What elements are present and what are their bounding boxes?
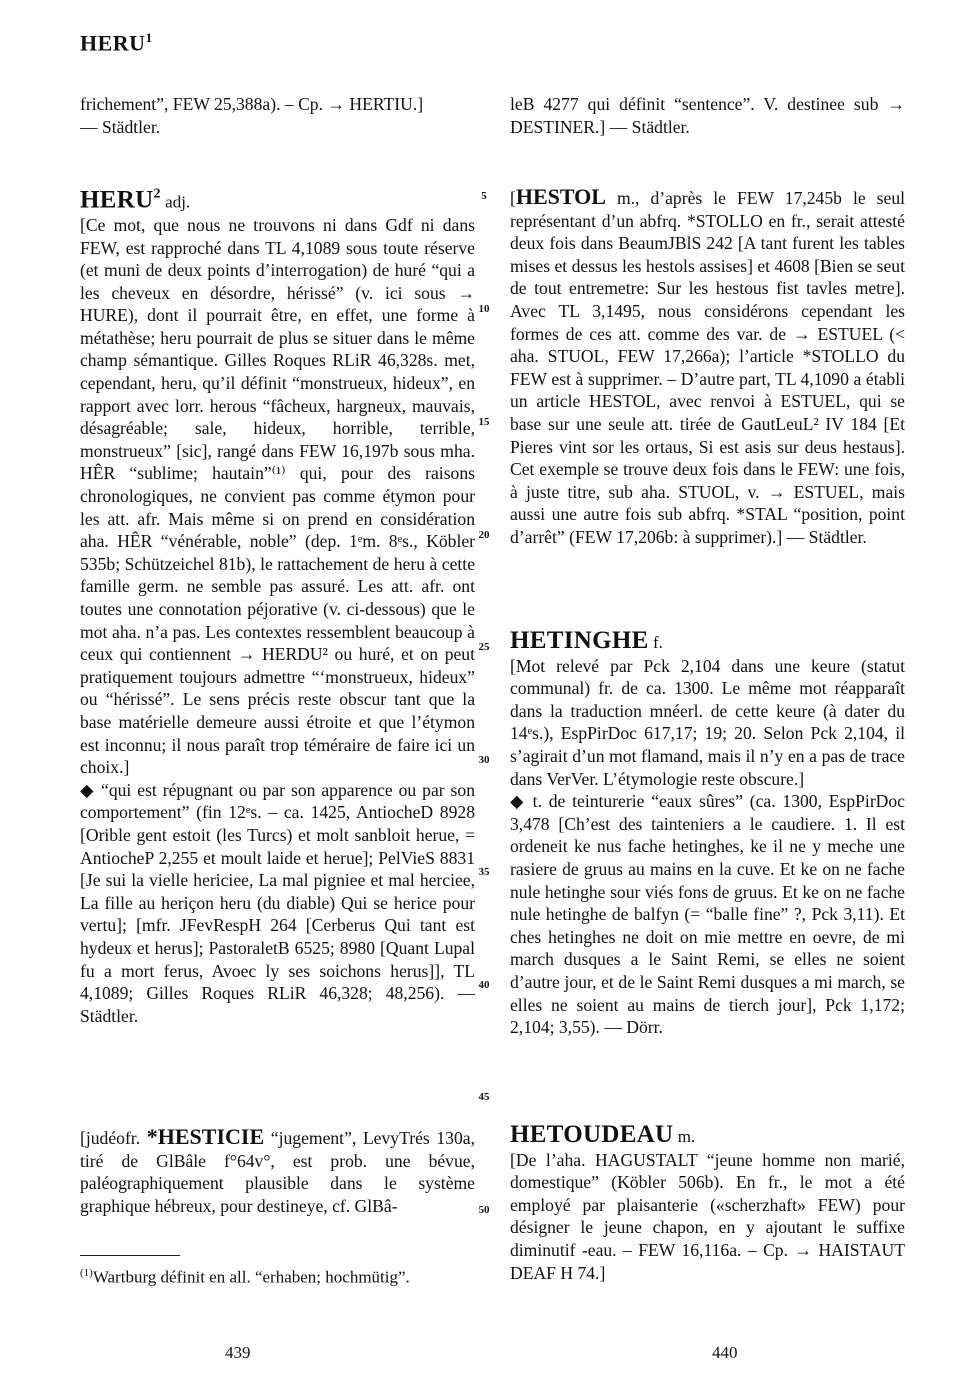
entry-hetinghe — [510, 627, 905, 1039]
line-number: 35 — [478, 866, 490, 878]
entry-hetinghe-head — [510, 627, 905, 655]
entry-heru2 — [80, 184, 475, 1027]
entry-hesticie-text — [80, 1126, 475, 1217]
page-number-left: 439 — [225, 1343, 251, 1362]
footnote-text: Wartburg définit en all. “erhaben; hochmütig”. — [92, 1267, 410, 1287]
left-continuation-a: frichement”, FEW 25,388a). – Cp. → HERTIU.] — [80, 94, 424, 114]
entry-hestol-text — [510, 186, 905, 549]
entry-hesticie — [80, 1126, 475, 1217]
footnote-rule — [80, 1255, 180, 1256]
running-head — [80, 30, 153, 56]
right-continuation — [510, 93, 905, 138]
entry-hetoudeau — [510, 1121, 905, 1284]
footnote-marker: (1) — [80, 1267, 93, 1279]
line-number: 20 — [478, 529, 490, 541]
entry-hetoudeau-head — [510, 1121, 905, 1149]
entry-hetoudeau-body: [De l’aha. HAGUSTALT “jeune homme non marié, domestique” (Köbler 506b). En fr., le mot a été employé par plaisanterie («scherzhaft» FEW) pour désigner le jeune chapon, en y ajoutant le suffixe diminutif -eau. – FEW 16,116a. – Cp. → HAISTAUT DEAF H 74.] — [510, 1149, 905, 1283]
entry-hesticie-body: “jugement”, LevyTrés 130a, tiré de GlBâle f°64v°, est prob. une bévue, paléographiquement plausible dans le système graphique hébreux, pour destineye, cf. GlBâ- — [80, 1128, 475, 1216]
entry-hesticie-lemma: *HESTICIE — [146, 1124, 265, 1149]
left-continuation — [80, 93, 475, 138]
line-number: 10 — [478, 303, 490, 315]
entry-hestol — [510, 186, 905, 549]
entry-hetinghe-lemma: HETINGHE — [510, 627, 649, 654]
entry-heru2-lemma: HERU — [80, 186, 154, 214]
entry-hetoudeau-lemma: HETOUDEAU — [510, 1121, 674, 1148]
line-number: 25 — [478, 641, 490, 653]
page-number-right: 440 — [712, 1343, 738, 1362]
entry-hestol-prefix: [ — [510, 188, 516, 208]
line-number: 15 — [478, 416, 490, 428]
footnote — [80, 1262, 480, 1289]
entry-hestol-body: m., d’après le FEW 17,245b le seul représentant d’un abfrq. *STOLLO en fr., serait attesté deux fois dans BeaumJBlS 242 [A tant furent les tables mises et dessus les hestols assises] et 4608 [Bien se seut de tout entremetre: Sur les hestous fist tavles metre]. Avec TL 3,1495, nous considérons cependant les formes de ces att. comme des var. de → ESTUEL (< aha. STUOL, FEW 17,266a); l’article *STOLLO du FEW est à supprimer. – D’autre part, TL 4,1090 a établi un article HESTOL, avec renvoi à ESTUEL, qui se base sur une seule att. tirée de GautLeuL² IV 184 [Et Pieres vint sor les ortaus, Si est asis sur deus hestaus]. Cet exemple se trouve deux fois dans le FEW: une fois, à juste titre, sub aha. STUOL, v. → ESTUEL, mais aussi une autre fois sub abfrq. *STAL “position, point d’arrêt” (FEW 17,206b: à supprimer).] — Städtler. — [510, 188, 905, 547]
entry-heru2-sup: 2 — [153, 187, 161, 202]
entry-hetinghe-pos: f. — [652, 633, 663, 652]
running-title: HERU — [80, 30, 146, 56]
line-number: 40 — [478, 979, 490, 991]
left-continuation-b: — Städtler. — [80, 116, 161, 137]
right-continuation-text: leB 4277 qui définit “sentence”. V. destinee sub → DESTINER.] — Städtler. — [510, 94, 905, 137]
line-number: 50 — [478, 1204, 490, 1216]
entry-hetoudeau-pos: m. — [677, 1127, 696, 1146]
running-title-sup: 1 — [145, 30, 153, 45]
line-number: 5 — [481, 190, 487, 202]
line-number: 30 — [478, 754, 490, 766]
entry-hetinghe-sense: ◆ t. de teinturerie “eaux sûres” (ca. 1300, EspPirDoc 3,478 [Ch’est des tainteniers a le caudiere. 1. Il est ordeneit ke nus fache hetinghes, ke il ne y meche une rasiere de gruus au mains en la cuve. Et ke on ne fache nule hetinghe sour viés fons de gruus. Et ke on ne fache nule hetinghe de balfyn (= “balle fine” ?, Pck 3,11). Et ches hetinghes ne doit on mie mettre en oevre, de mi march dusques a le Saint Remi, se elles ne soient d’autre jour, et de le Saint Remi dusques a mi march, se elles ne soient au mains de tierch jour], Pck 1,172; 2,104; 3,55). — Dörr. — [510, 791, 905, 1038]
entry-heru2-body: [Ce mot, que nous ne trouvons ni dans Gdf ni dans FEW, est rapproché dans TL 4,1089 sous toute réserve (et muni de deux points d’interrogation) de huré “qui a les cheveux en désordre, hérissé” (v. ici sous → HURE), dont il pourrait être, en effet, une forme à métathèse; heru pourrait de plus se situer dans le même champ sémantique. Gilles Roques RLiR 46,328s. met, cependant, heru, qu’il définit “monstrueux, hideux”, en rapport avec lorr. herous “fâcheux, hargneux, mauvais, désagréable; sale, hideux, horrible, terrible, monstrueux” [sic], rangé dans FEW 16,197b sous mha. HÊR “sublime; hautain”⁽¹⁾ qui, pour des raisons chronologiques, ne convient pas comme étymon pour les att. afr. Mais même si on prend en considération aha. HÊR “vénérable, noble” (dep. 1ᵉm. 8ᵉs., Köbler 535b; Schützeichel 81b), le rattachement de heru à cette famille germ. ne semble pas assuré. Les att. afr. ont toutes une connotation péjorative (v. ci-dessous) que le mot aha. n’a pas. Les contextes ressemblent beaucoup à ceux qui contiennent → HERDU² ou huré, et on peut pratiquement toujours admettre “‘monstrueux, hideux” ou “hérissé”. Le sens précis reste obscur tant que la base matérielle demeure aussi étroite et que l’étymon est inconnu; il nous paraît trop téméraire de faire ici un choix.] — [80, 214, 475, 778]
entry-heru2-pos: adj. — [165, 192, 191, 212]
entry-heru2-sense: ◆ “qui est répugnant ou par son apparence ou par son comportement” (fin 12ᵉs. – ca. 1425, AntiocheD 8928 [Orible gent estoit (les Turcs) et molt sanbloit herue, = AntiocheP 2,255 et moult laide et herue]; PelVieS 8831 [Je sui la vielle hericiee, La mal pigniee et mal herciee, La fille au heriçon heru (du diable) Qui se herice pour vertu]; [mfr. JFevRespH 264 [Cerberus Qui tant est hydeux et herus]; PastoraletB 6525; 8980 [Quant Lupal fu a mort ferus, Avoec ly ses soichons herus]], TL 4,1089; Gilles Roques RLiR 46,328; 48,256). — Städtler. — [80, 779, 475, 1026]
entry-hetinghe-body: [Mot relevé par Pck 2,104 dans une keure (statut communal) fr. de ca. 1300. Le même mot réapparaît dans la traduction mnéerl. de cette keure (à dater du 14ᵉs.), EspPirDoc 617,17; 19; 20. Selon Pck 2,104, il s’agirait d’un mot flamand, mais il n’y en a pas de trace dans VerVer. L’étymologie reste obscure.] — [510, 655, 905, 789]
line-number: 45 — [478, 1091, 490, 1103]
entry-heru2-head — [80, 184, 475, 214]
entry-hesticie-prefix: [judéofr. — [80, 1128, 147, 1148]
entry-hestol-lemma: HESTOL — [515, 184, 606, 209]
